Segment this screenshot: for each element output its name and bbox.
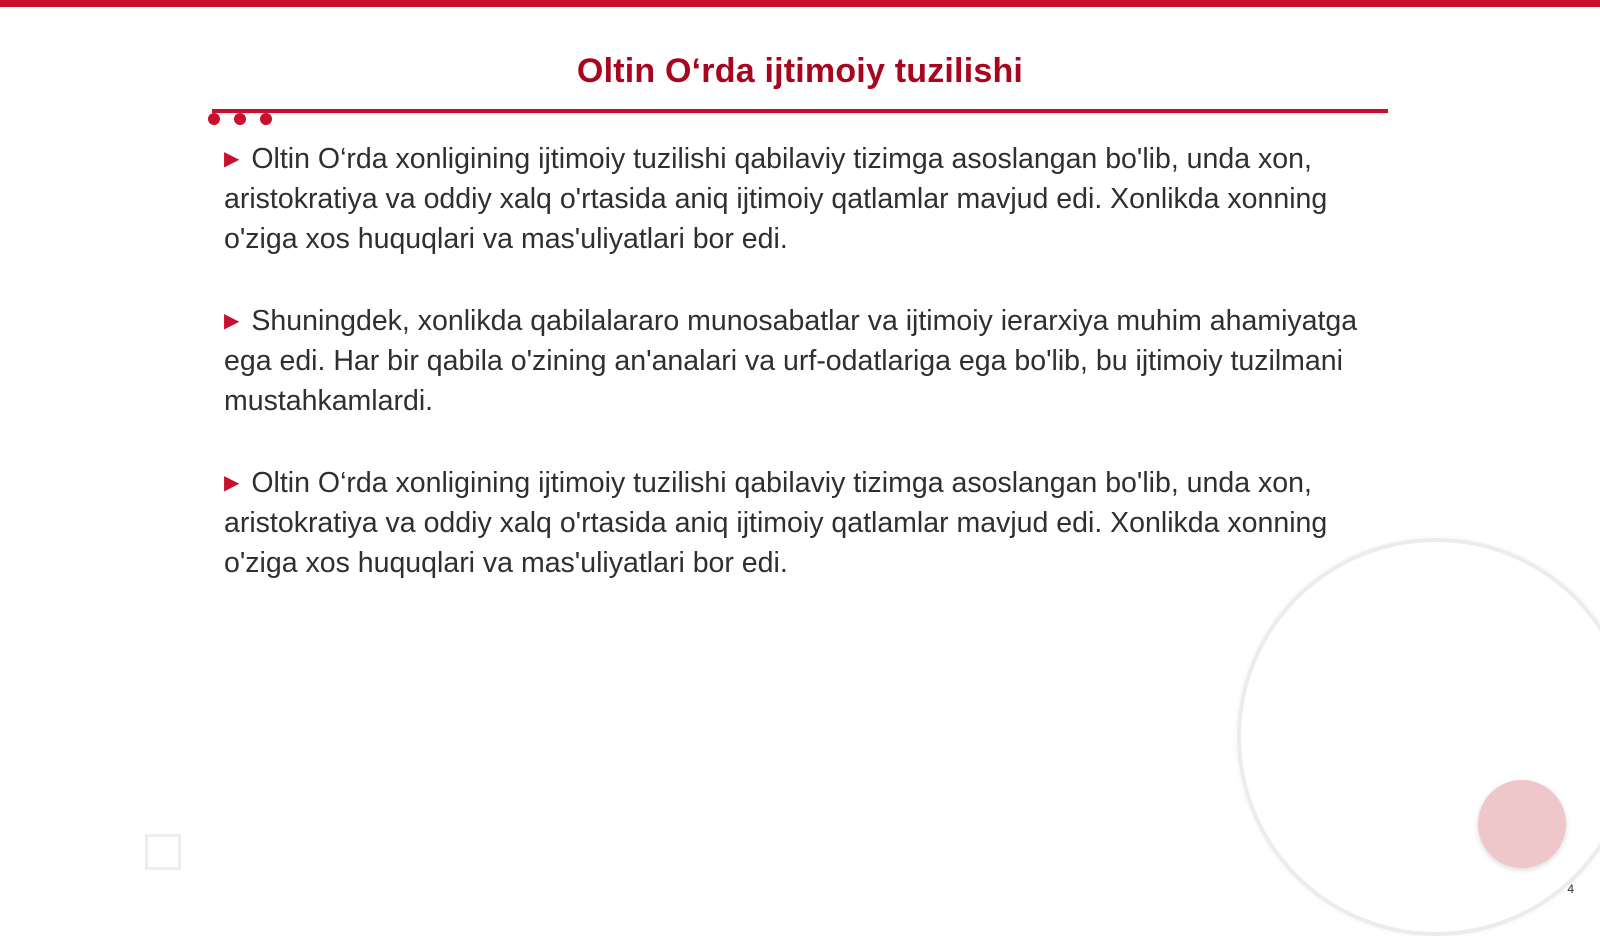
bullet-text: Shuningdek, xonlikda qabilalararo munosabatlar va ijtimoiy ierarxiya muhim ahamiyatga ega edi. Har bir qabila o'zining an'analari va urf-odatlariga ega bo'lib, bu ijtimoiy tuzilmani mustahkamlardi. [224,305,1358,417]
bullet-paragraph [224,301,1374,421]
decorative-dot [234,113,246,125]
bullet-paragraph [224,463,1374,583]
decorative-square [145,834,181,870]
bullet-text: Oltin O‘rda xonligining ijtimoiy tuzilishi qabilaviy tizimga asoslangan bo'lib, unda xon, aristokratiya va oddiy xalq o'rtasida aniq ijtimoiy qatlamlar mavjud edi. Xonlikda xonning o'ziga xos huquqlari va mas'uliyatlari bor edi. [224,143,1328,255]
decorative-pink-circle [1478,780,1566,868]
triangle-right-icon: ▶ [224,310,240,332]
decorative-dot [260,113,272,125]
bullet-text: Oltin O‘rda xonligining ijtimoiy tuzilishi qabilaviy tizimga asoslangan bo'lib, unda xon, aristokratiya va oddiy xalq o'rtasida aniq ijtimoiy qatlamlar mavjud edi. Xonlikda xonning o'ziga xos huquqlari va mas'uliyatlari bor edi. [224,467,1328,579]
decorative-dot [208,113,220,125]
slide-body [224,139,1374,625]
slide-title: Oltin O‘rda ijtimoiy tuzilishi [576,52,1024,90]
top-accent-bar [0,0,1600,7]
triangle-right-icon: ▶ [224,148,240,170]
triangle-right-icon: ▶ [224,472,240,494]
title-underline [212,109,1388,113]
page-number: 4 [1567,882,1574,896]
bullet-paragraph [224,139,1374,259]
